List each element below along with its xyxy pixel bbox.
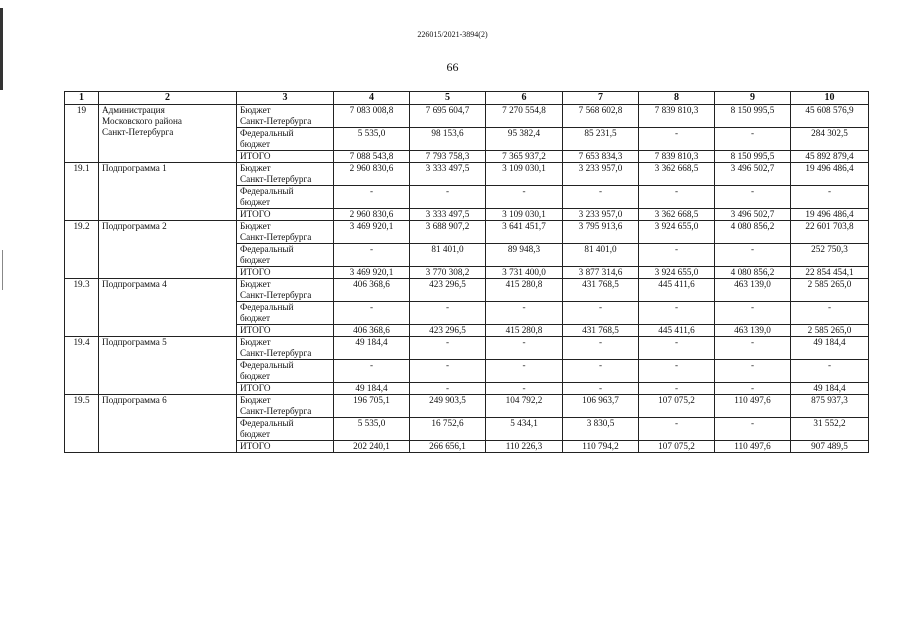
funding-source-cell [237,418,334,441]
value-cell: 2 960 830,6 [334,163,410,186]
value-cell: 49 184,4 [334,337,410,360]
funding-source-line: Санкт-Петербурга [240,116,312,126]
value-cell: 3 233 957,0 [563,209,639,221]
value-cell: 95 382,4 [486,128,563,151]
value-cell: 415 280,8 [486,325,563,337]
budget-table [64,91,869,453]
value-cell: 7 653 834,3 [563,151,639,163]
funding-source-line: ИТОГО [240,383,271,393]
funding-source-line: Федеральный [240,128,294,138]
funding-source-line: ИТОГО [240,267,271,277]
row-name-cell [99,337,237,395]
funding-source-line: Санкт-Петербурга [240,406,312,416]
value-cell: - [486,186,563,209]
value-cell: - [639,337,715,360]
column-header: 2 [99,92,237,105]
value-cell: 5 535,0 [334,418,410,441]
value-cell: 3 469 920,1 [334,221,410,244]
value-cell: 22 601 703,8 [791,221,869,244]
row-name-line: Подпрограмма 2 [102,221,167,231]
funding-source-cell [237,105,334,128]
value-cell: - [563,360,639,383]
table-header-row [65,92,869,105]
funding-source-line: Бюджет [240,105,271,115]
value-cell: - [715,418,791,441]
value-cell: - [410,186,486,209]
value-cell: 7 083 008,8 [334,105,410,128]
value-cell: 907 489,5 [791,441,869,453]
funding-source-line: бюджет [240,429,271,439]
value-cell: - [334,244,410,267]
funding-source-line: бюджет [240,255,271,265]
value-cell: 445 411,6 [639,279,715,302]
value-cell: - [410,302,486,325]
value-cell: 3 688 907,2 [410,221,486,244]
funding-source-cell [237,221,334,244]
column-header: 8 [639,92,715,105]
row-name-line: Подпрограмма 6 [102,395,167,405]
row-name-line: Администрация [102,105,165,115]
funding-source-line: бюджет [240,139,271,149]
value-cell: - [791,302,869,325]
value-cell: 406 368,6 [334,325,410,337]
table-row [65,279,869,302]
row-code-cell: 19.5 [65,395,99,453]
value-cell: - [715,244,791,267]
funding-source-line: Санкт-Петербурга [240,174,312,184]
funding-source-cell [237,151,334,163]
value-cell: 875 937,3 [791,395,869,418]
row-name-cell [99,221,237,279]
row-code-cell: 19.4 [65,337,99,395]
value-cell: - [563,337,639,360]
value-cell: - [410,360,486,383]
row-name-line: Московского района [102,116,182,126]
value-cell: - [715,383,791,395]
value-cell: 3 109 030,1 [486,209,563,221]
value-cell: - [410,337,486,360]
row-name-cell [99,279,237,337]
value-cell: - [639,244,715,267]
value-cell: - [715,302,791,325]
value-cell: - [715,128,791,151]
funding-source-cell [237,360,334,383]
value-cell: 3 795 913,6 [563,221,639,244]
value-cell: 3 496 502,7 [715,209,791,221]
value-cell: 106 963,7 [563,395,639,418]
value-cell: 3 641 451,7 [486,221,563,244]
value-cell: - [639,383,715,395]
value-cell: 81 401,0 [563,244,639,267]
value-cell: 5 535,0 [334,128,410,151]
value-cell: - [639,360,715,383]
value-cell: 107 075,2 [639,441,715,453]
value-cell: - [334,360,410,383]
row-code-cell: 19.1 [65,163,99,221]
funding-source-line: Бюджет [240,279,271,289]
funding-source-cell [237,244,334,267]
value-cell: 3 333 497,5 [410,163,486,186]
value-cell: - [791,186,869,209]
value-cell: 3 770 308,2 [410,267,486,279]
row-name-cell [99,105,237,163]
row-code-cell: 19.3 [65,279,99,337]
row-code-cell: 19 [65,105,99,163]
table-row [65,221,869,244]
value-cell: - [791,360,869,383]
funding-source-line: бюджет [240,197,271,207]
value-cell: 249 903,5 [410,395,486,418]
value-cell: - [639,302,715,325]
value-cell: - [410,383,486,395]
value-cell: 85 231,5 [563,128,639,151]
value-cell: 81 401,0 [410,244,486,267]
value-cell: 431 768,5 [563,325,639,337]
value-cell: 110 497,6 [715,441,791,453]
funding-source-line: бюджет [240,313,271,323]
value-cell: 252 750,3 [791,244,869,267]
value-cell: 110 226,3 [486,441,563,453]
funding-source-line: ИТОГО [240,209,271,219]
value-cell: 7 839 810,3 [639,151,715,163]
value-cell: 423 296,5 [410,325,486,337]
value-cell: - [486,302,563,325]
funding-source-line: Федеральный [240,418,294,428]
table-row [65,395,869,418]
column-header: 1 [65,92,99,105]
value-cell: 7 695 604,7 [410,105,486,128]
value-cell: 3 731 400,0 [486,267,563,279]
value-cell: 2 585 265,0 [791,325,869,337]
funding-source-cell [237,337,334,360]
column-header: 4 [334,92,410,105]
value-cell: 110 794,2 [563,441,639,453]
value-cell: 110 497,6 [715,395,791,418]
value-cell: 3 362 668,5 [639,209,715,221]
funding-source-line: Санкт-Петербурга [240,348,312,358]
value-cell: 7 839 810,3 [639,105,715,128]
funding-source-cell [237,267,334,279]
funding-source-cell [237,325,334,337]
value-cell: 463 139,0 [715,325,791,337]
funding-source-cell [237,395,334,418]
value-cell: 2 960 830,6 [334,209,410,221]
value-cell: 4 080 856,2 [715,221,791,244]
column-header: 3 [237,92,334,105]
value-cell: 406 368,6 [334,279,410,302]
value-cell: 45 892 879,4 [791,151,869,163]
value-cell: - [486,337,563,360]
row-name-line: Санкт-Петербурга [102,127,174,137]
funding-source-line: ИТОГО [240,325,271,335]
funding-source-line: Федеральный [240,302,294,312]
value-cell: - [563,383,639,395]
value-cell: 89 948,3 [486,244,563,267]
value-cell: 49 184,4 [791,383,869,395]
value-cell: - [715,337,791,360]
value-cell: 7 088 543,8 [334,151,410,163]
value-cell: 196 705,1 [334,395,410,418]
funding-source-line: Бюджет [240,395,271,405]
funding-source-line: ИТОГО [240,441,271,451]
value-cell: - [334,186,410,209]
value-cell: 7 793 758,3 [410,151,486,163]
value-cell: 3 924 655,0 [639,221,715,244]
funding-source-line: Санкт-Петербурга [240,290,312,300]
value-cell: - [639,418,715,441]
value-cell: - [334,302,410,325]
value-cell: 7 270 554,8 [486,105,563,128]
value-cell: 3 877 314,6 [563,267,639,279]
column-header: 10 [791,92,869,105]
funding-source-line: Федеральный [240,244,294,254]
column-header: 7 [563,92,639,105]
page-number: 66 [446,60,459,74]
funding-source-line: бюджет [240,371,271,381]
funding-source-cell [237,209,334,221]
value-cell: 104 792,2 [486,395,563,418]
row-name-line: Подпрограмма 4 [102,279,167,289]
column-header: 5 [410,92,486,105]
value-cell: - [486,360,563,383]
table-row [65,163,869,186]
value-cell: - [715,186,791,209]
value-cell: 8 150 995,5 [715,105,791,128]
row-name-line: Подпрограмма 5 [102,337,167,347]
value-cell: 7 365 937,2 [486,151,563,163]
value-cell: 49 184,4 [791,337,869,360]
funding-source-line: Федеральный [240,186,294,196]
scan-edge-mark [0,8,3,90]
value-cell: 19 496 486,4 [791,163,869,186]
column-header: 9 [715,92,791,105]
table-row [65,105,869,128]
value-cell: 2 585 265,0 [791,279,869,302]
table-row [65,337,869,360]
value-cell: 8 150 995,5 [715,151,791,163]
value-cell: 19 496 486,4 [791,209,869,221]
funding-source-cell [237,441,334,453]
value-cell: 107 075,2 [639,395,715,418]
value-cell: 423 296,5 [410,279,486,302]
scan-edge-mark [2,250,3,290]
funding-source-cell [237,186,334,209]
value-cell: 22 854 454,1 [791,267,869,279]
value-cell: 415 280,8 [486,279,563,302]
funding-source-cell [237,279,334,302]
value-cell: 98 153,6 [410,128,486,151]
row-name-cell [99,395,237,453]
funding-source-cell [237,163,334,186]
value-cell: - [563,186,639,209]
funding-source-line: Санкт-Петербурга [240,232,312,242]
value-cell: 16 752,6 [410,418,486,441]
value-cell: 49 184,4 [334,383,410,395]
value-cell: - [639,128,715,151]
value-cell: 3 830,5 [563,418,639,441]
value-cell: 3 333 497,5 [410,209,486,221]
value-cell: 3 924 655,0 [639,267,715,279]
row-code-cell: 19.2 [65,221,99,279]
funding-source-cell [237,383,334,395]
value-cell: 266 656,1 [410,441,486,453]
funding-source-line: Бюджет [240,221,271,231]
row-name-cell [99,163,237,221]
funding-source-cell [237,128,334,151]
funding-source-line: Федеральный [240,360,294,370]
document-id: 226015/2021-3894(2) [417,30,488,39]
value-cell: 3 496 502,7 [715,163,791,186]
value-cell: - [715,360,791,383]
value-cell: - [639,186,715,209]
column-header: 6 [486,92,563,105]
value-cell: - [486,383,563,395]
value-cell: - [563,302,639,325]
value-cell: 7 568 602,8 [563,105,639,128]
value-cell: 31 552,2 [791,418,869,441]
value-cell: 3 469 920,1 [334,267,410,279]
row-name-line: Подпрограмма 1 [102,163,167,173]
funding-source-line: ИТОГО [240,151,271,161]
funding-source-line: Бюджет [240,163,271,173]
value-cell: 3 109 030,1 [486,163,563,186]
value-cell: 445 411,6 [639,325,715,337]
value-cell: 202 240,1 [334,441,410,453]
value-cell: 431 768,5 [563,279,639,302]
value-cell: 5 434,1 [486,418,563,441]
value-cell: 45 608 576,9 [791,105,869,128]
value-cell: 463 139,0 [715,279,791,302]
value-cell: 3 233 957,0 [563,163,639,186]
value-cell: 3 362 668,5 [639,163,715,186]
funding-source-line: Бюджет [240,337,271,347]
value-cell: 4 080 856,2 [715,267,791,279]
value-cell: 284 302,5 [791,128,869,151]
funding-source-cell [237,302,334,325]
